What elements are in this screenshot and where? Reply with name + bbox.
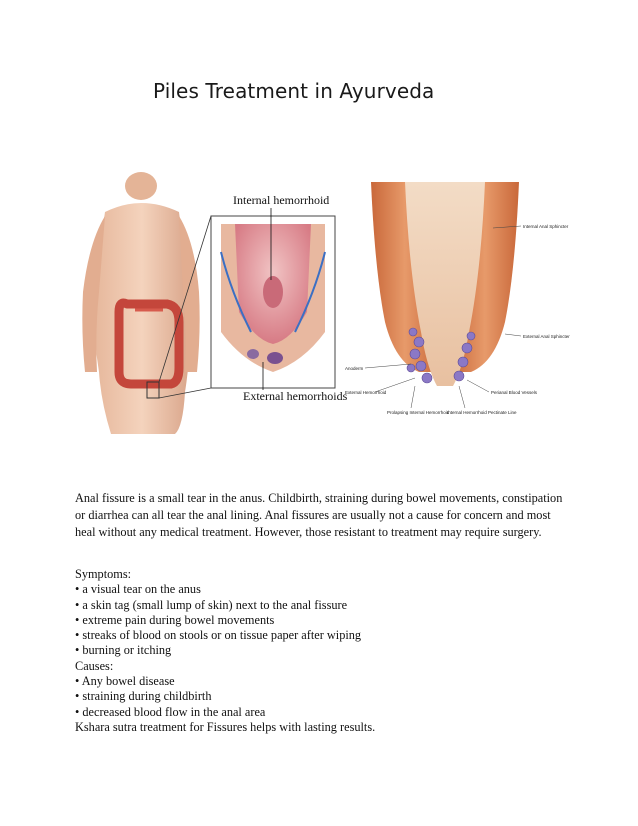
content-list xyxy=(75,567,570,735)
label-prolapsing: Prolapsing Internal Hemorrhoid xyxy=(387,410,450,415)
label-anoderm: Anoderm xyxy=(345,366,364,371)
symptom-item: • burning or itching xyxy=(75,643,172,658)
symptom-item: • streaks of blood on stools or on tissue paper after wiping xyxy=(75,628,362,643)
symptom-item: • a skin tag (small lump of skin) next to the anal fissure xyxy=(75,597,348,612)
anatomy-illustration xyxy=(75,172,570,434)
page-title: Piles Treatment in Ayurveda xyxy=(153,79,435,103)
closing-line: Kshara sutra treatment for Fissures helps with lasting results. xyxy=(75,719,376,734)
cause-item: • Any bowel disease xyxy=(75,674,175,689)
cause-item: • straining during childbirth xyxy=(75,689,212,704)
label-perianal-vessels: Perianal Blood Vessels xyxy=(491,390,538,395)
cause-item: • decreased blood flow in the anal area xyxy=(75,704,266,719)
causes-heading: Causes: xyxy=(75,658,114,673)
symptoms-heading: Symptoms: xyxy=(75,567,132,581)
label-internal-sphincter: Internal Anal Sphincter xyxy=(523,224,569,229)
symptom-item: • extreme pain during bowel movements xyxy=(75,612,275,627)
label-internal-pectinate: Internal Hemorrhoid Pectinate Line xyxy=(447,410,517,415)
hemorrhoid-detail xyxy=(211,216,335,388)
external-hemorrhoids-label: External hemorrhoids xyxy=(243,389,348,403)
internal-hemorrhoid-label: Internal hemorrhoid xyxy=(233,193,330,207)
label-external-sphincter: External Anal Sphincter xyxy=(523,334,570,339)
symptom-item: • a visual tear on the anus xyxy=(75,582,201,597)
intro-paragraph: Anal fissure is a small tear in the anus. Childbirth, straining during bowel movements, constipation or diarrhea can all tear the anal lining. Anal fissures are usually not a cause for concern and most heal without any medical treatment. However, those resistant to treatment may require surgery. xyxy=(75,491,563,540)
anal-canal-cross-section xyxy=(371,182,519,386)
label-external-hemorrhoid: External Hemorrhoid xyxy=(345,390,387,395)
torso-figure xyxy=(82,172,211,434)
